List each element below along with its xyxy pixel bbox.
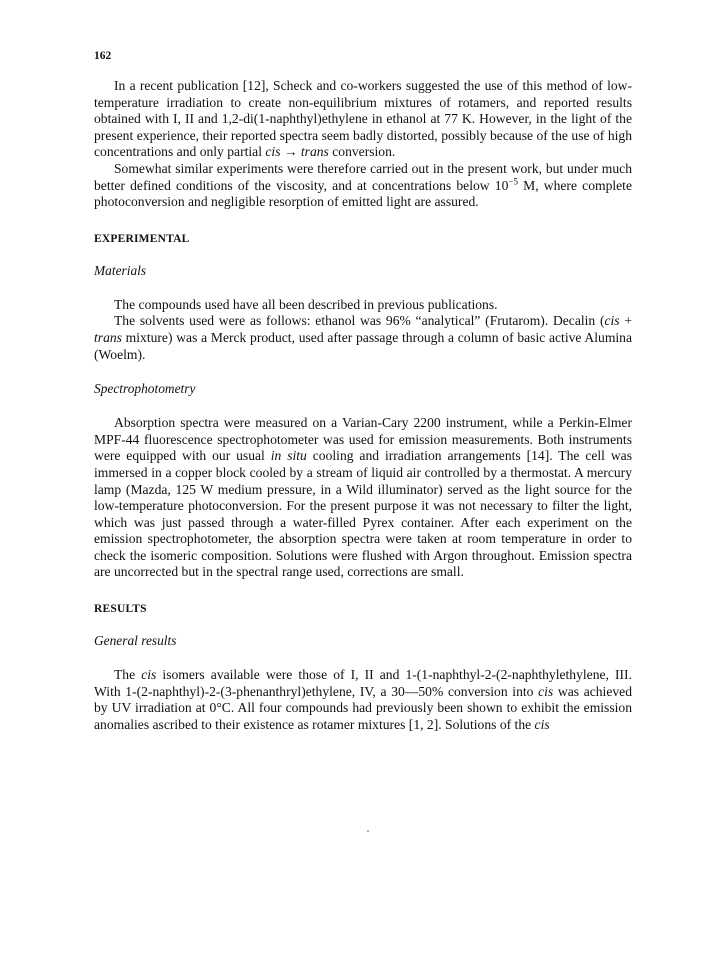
- general-cis-3: cis: [534, 716, 550, 732]
- materials-paragraph-2: [94, 313, 632, 363]
- general-results-heading: General results: [94, 633, 177, 649]
- intro-p1-trans: trans: [300, 144, 329, 160]
- materials-p2-text-b: mixture) was a Merck product, used after passage through a column of basic active Alumina (Woelm).: [94, 329, 632, 362]
- intro-p1-cis: cis: [265, 144, 281, 160]
- intro-paragraph-1: [94, 78, 632, 161]
- materials-heading: Materials: [94, 262, 147, 278]
- results-heading: RESULTS: [94, 603, 147, 616]
- spectro-text-a: Absorption spectra were measured on a Varian-Cary 2200 instrument, while a Perkin-Elmer MPF-44 fluorescence spectrophotometer was used for emission measurements. Both instruments were equipped with our usual: [94, 415, 632, 464]
- general-cis-1: cis: [141, 667, 157, 683]
- general-text-b: isomers available were those of I, II and 1-(1-naphthyl-2-(2-naphthylethylene, III. With 1-(2-naphthyl)-2-(3-phenanthryl)ethylene, IV, a 30—50% conversion into: [94, 667, 632, 699]
- intro-p1-arrow: →: [280, 144, 301, 160]
- general-text-a: The: [114, 667, 142, 683]
- spectrophotometry-paragraph: [94, 415, 632, 581]
- experimental-heading: EXPERIMENTAL: [94, 232, 190, 245]
- materials-p2-plus: +: [619, 313, 632, 329]
- intro-p1-text: In a recent publication [12], Scheck and co-workers suggested the use of this method of low-temperature irradiation to create non-equilibrium mixtures of rotamers, and reported results obtained with I, II and 1,2-di(1-naphthyl)ethylene in ethanol at 77 K. However, in the light of the present experience, their reported spectra seem badly distorted, possibly because of the use of high concentrations and only partial: [94, 78, 632, 160]
- general-cis-2: cis: [538, 683, 554, 699]
- page-content: [94, 50, 632, 733]
- stray-mark: [367, 830, 369, 832]
- intro-p1-end: conversion.: [328, 144, 396, 160]
- materials-p2-cis: cis: [604, 313, 620, 329]
- materials-p2-text-a: The solvents used were as follows: ethanol was 96% “analytical” (Frutarom). Decalin (: [114, 313, 605, 329]
- general-results-paragraph: [94, 667, 632, 733]
- intro-p2-exponent: −5: [508, 176, 518, 187]
- intro-paragraph-2: [94, 161, 632, 211]
- intro-p2-text-a: Somewhat similar experiments were therefore carried out in the present work, but under much better defined conditions of the viscosity, and at concentrations below 10: [94, 160, 632, 193]
- spectro-text-b: cooling and irradiation arrangements [14]. The cell was immersed in a copper block cooled by a stream of liquid air controlled by a thermostat. A mercury lamp (Mazda, 125 W medium pressure, in a Wild illuminator) served as the light source for the low-temperature photoconversion. For the present purpose it was not necessary to filter the light, which was just passed through a water-filled Pyrex container. After each experiment on the emission spectrophotometer, the absorption spectra were taken at room temperature in order to check the isomeric composition. Solutions were flushed with Argon throughout. Emission spectra are uncorrected but in the spectral range used, corrections are small.: [94, 448, 632, 580]
- materials-paragraph-1: The compounds used have all been described in previous publications.: [114, 296, 498, 312]
- general-text-c: was achieved by UV irradiation at 0°C. All four compounds had previously been shown to exhibit the emission anomalies ascribed to their existence as rotamer mixtures [1, 2]. Solutions of the: [94, 683, 632, 732]
- spectrophotometry-heading: Spectrophotometry: [94, 381, 196, 397]
- spectro-in-situ: in situ: [270, 448, 307, 464]
- page-number: 162: [94, 50, 112, 62]
- intro-p2-text-b: M, where complete photoconversion and negligible resorption of emitted light are assured.: [94, 177, 632, 210]
- materials-p2-trans: trans: [94, 329, 122, 345]
